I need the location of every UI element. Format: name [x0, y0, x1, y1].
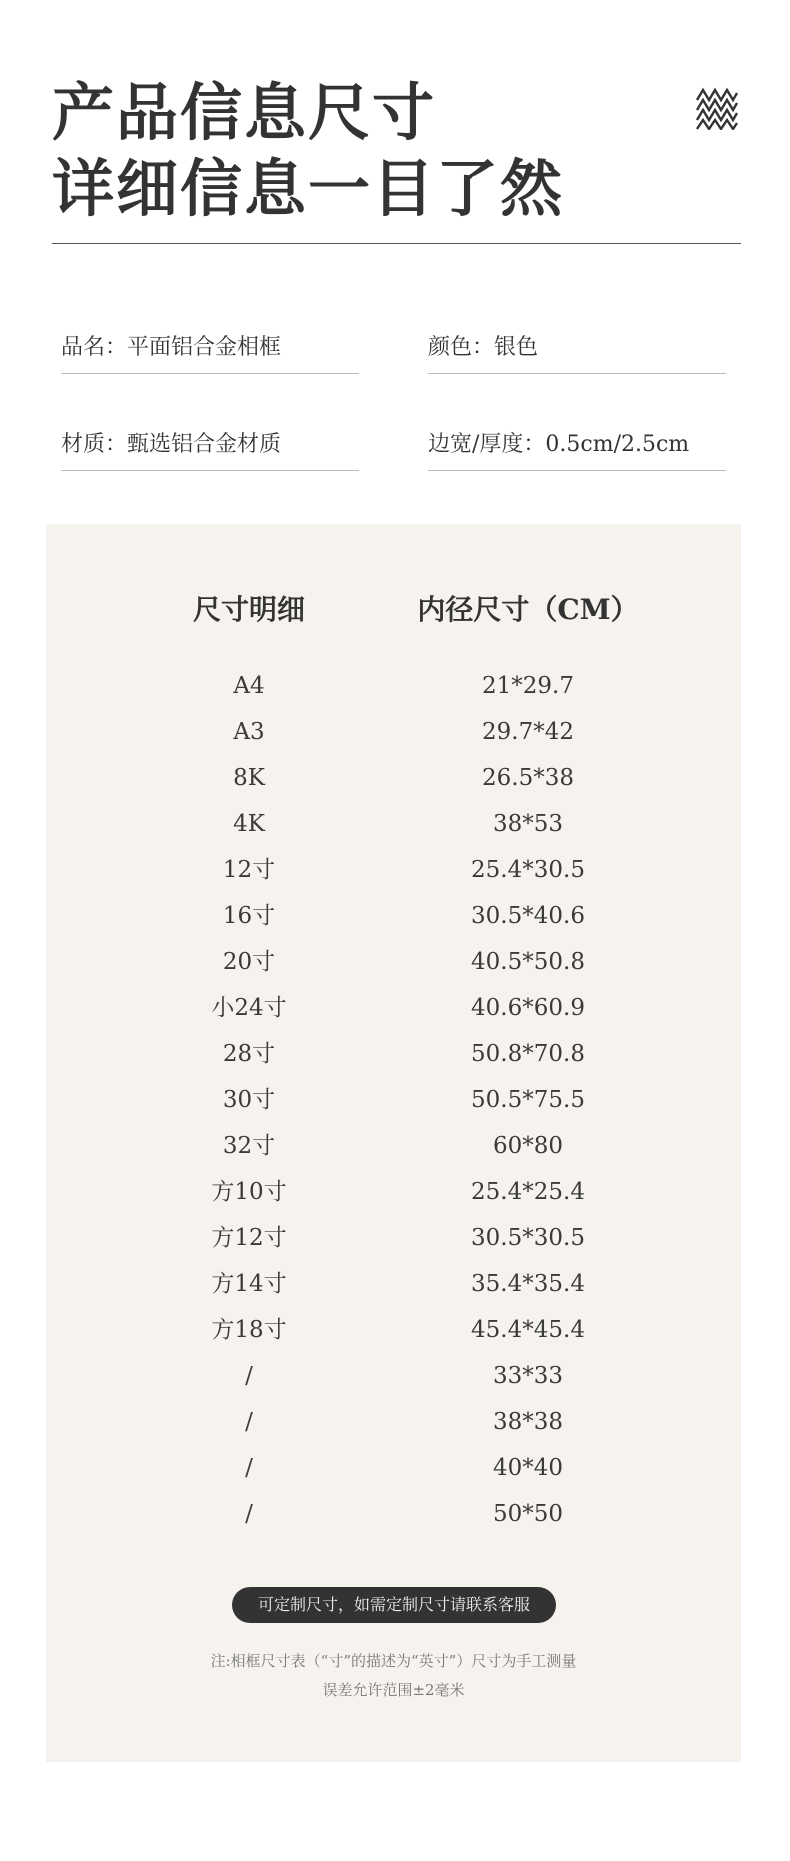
table-row — [46, 1399, 741, 1445]
inner-size-cell: 35.4*35.4 — [471, 1271, 585, 1297]
size-name-cell: 28寸 — [222, 1041, 276, 1067]
inner-size-cell: 30.5*40.6 — [471, 903, 585, 929]
table-row — [46, 663, 741, 709]
inner-size-cell: 40.6*60.9 — [471, 995, 585, 1021]
inner-size-cell: 30.5*30.5 — [471, 1225, 585, 1251]
size-name-cell: / — [245, 1363, 253, 1389]
size-name-cell: 方10寸 — [211, 1179, 287, 1205]
custom-size-badge: 可定制尺寸，如需定制尺寸请联系客服 — [232, 1587, 556, 1623]
size-name-cell: 30寸 — [222, 1087, 276, 1113]
inner-size-cell: 45.4*45.4 — [471, 1317, 585, 1343]
note-line-1: 注:相框尺寸表（“寸”的描述为“英寸”）尺寸为手工测量 — [210, 1652, 577, 1670]
size-name-cell: 小24寸 — [211, 995, 287, 1021]
table-row — [46, 1031, 741, 1077]
table-row — [46, 801, 741, 847]
table-row — [46, 847, 741, 893]
table-row — [46, 1215, 741, 1261]
inner-size-cell: 26.5*38 — [482, 765, 574, 791]
inner-size-cell: 40*40 — [492, 1455, 564, 1481]
size-name-cell: 32寸 — [222, 1133, 276, 1159]
zigzag-lines-icon — [695, 86, 739, 130]
table-row — [46, 1261, 741, 1307]
size-name-cell: / — [245, 1455, 253, 1481]
inner-size-cell: 50.8*70.8 — [471, 1041, 585, 1067]
table-row — [46, 1445, 741, 1491]
page-title-line-1: 产品信息尺寸 — [52, 76, 437, 149]
table-header-inner-size: 内径尺寸（CM） — [417, 593, 639, 626]
size-name-cell: A3 — [233, 719, 265, 745]
product-name: 品名：平面铝合金相框 — [61, 335, 282, 360]
table-row — [46, 1169, 741, 1215]
product-edge-thickness-underline — [428, 470, 726, 471]
size-name-cell: / — [245, 1501, 253, 1527]
inner-size-cell: 50.5*75.5 — [471, 1087, 585, 1113]
table-row — [46, 1307, 741, 1353]
inner-size-cell: 50*50 — [492, 1501, 564, 1527]
table-row — [46, 1123, 741, 1169]
size-name-cell: 8K — [233, 765, 265, 791]
table-row — [46, 1491, 741, 1537]
product-material: 材质：甄选铝合金材质 — [61, 432, 282, 457]
table-row — [46, 1353, 741, 1399]
size-name-cell: 方14寸 — [211, 1271, 287, 1297]
note-line-2: 误差允许范围±2毫米 — [322, 1681, 465, 1699]
inner-size-cell: 33*33 — [492, 1363, 564, 1389]
inner-size-cell: 29.7*42 — [482, 719, 574, 745]
size-name-cell: 方18寸 — [211, 1317, 287, 1343]
table-row — [46, 755, 741, 801]
product-material-underline — [61, 470, 359, 471]
inner-size-cell: 21*29.7 — [482, 673, 574, 699]
size-name-cell: 12寸 — [222, 857, 276, 883]
inner-size-cell: 38*53 — [492, 811, 564, 837]
table-row — [46, 1077, 741, 1123]
inner-size-cell: 60*80 — [492, 1133, 564, 1159]
table-row — [46, 709, 741, 755]
table-row — [46, 893, 741, 939]
inner-size-cell: 25.4*30.5 — [471, 857, 585, 883]
size-table-panel — [46, 524, 741, 1762]
product-edge-thickness: 边宽/厚度：0.5cm/2.5cm — [428, 432, 690, 457]
size-name-cell: 4K — [233, 811, 265, 837]
table-row — [46, 939, 741, 985]
size-name-cell: 16寸 — [222, 903, 276, 929]
table-header-size: 尺寸明细 — [192, 593, 306, 626]
product-color-underline — [428, 373, 726, 374]
inner-size-cell: 40.5*50.8 — [471, 949, 585, 975]
page-title-line-2: 详细信息一目了然 — [52, 152, 565, 225]
inner-size-cell: 25.4*25.4 — [471, 1179, 585, 1205]
size-name-cell: 20寸 — [222, 949, 276, 975]
product-name-underline — [61, 373, 359, 374]
size-name-cell: / — [245, 1409, 253, 1435]
header-divider — [52, 243, 741, 244]
table-row — [46, 985, 741, 1031]
size-name-cell: 方12寸 — [211, 1225, 287, 1251]
size-name-cell: A4 — [233, 673, 265, 699]
inner-size-cell: 38*38 — [492, 1409, 564, 1435]
product-color: 颜色：银色 — [428, 335, 539, 360]
